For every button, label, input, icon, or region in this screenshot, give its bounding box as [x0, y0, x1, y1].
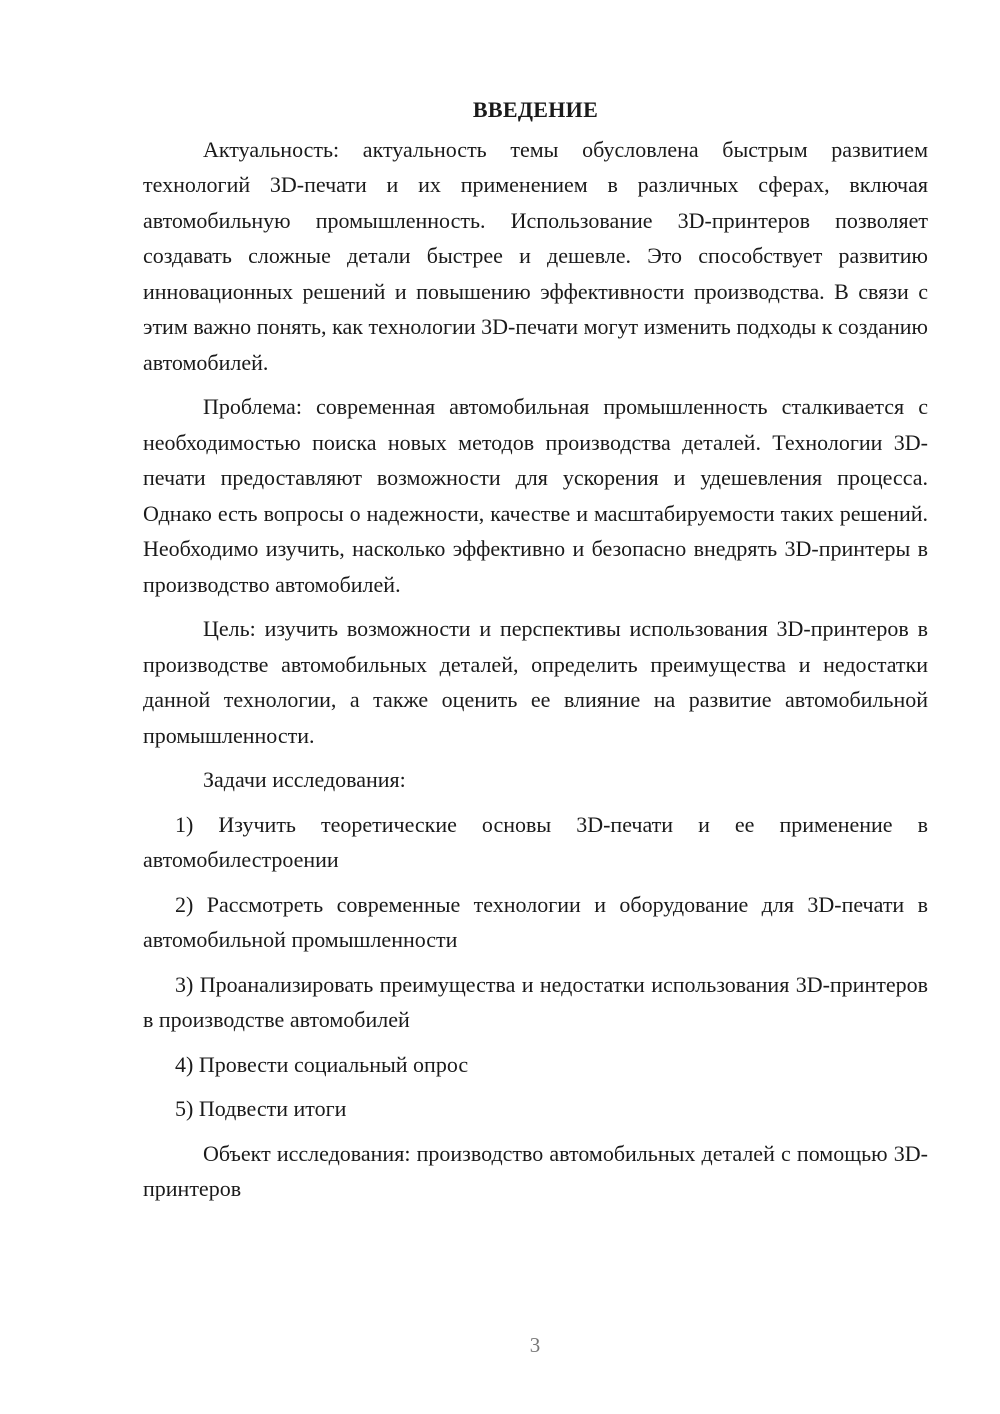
document-page — [143, 92, 928, 1216]
goal-paragraph: Цель: изучить возможности и перспективы использования 3D-принтеров в производстве автомобильных деталей, определить преимущества и недостатки данной технологии, а также оценить ее влияние на развитие автомобильной промышленности. — [143, 616, 928, 748]
task-item-1: 1) Изучить теоретические основы 3D-печати и ее применение в автомобилестроении — [143, 811, 928, 872]
task-item-5: 5) Подвести итоги — [175, 1096, 347, 1121]
tasks-list — [143, 807, 928, 1127]
section-heading: ВВЕДЕНИЕ — [472, 97, 599, 122]
task-item-2: 2) Рассмотреть современные технологии и оборудование для 3D-печати в автомобильной промышленности — [143, 891, 928, 952]
tasks-intro: Задачи исследования: — [203, 767, 406, 792]
object-paragraph: Объект исследования: производство автомобильных деталей с помощью 3D-принтеров — [143, 1140, 928, 1201]
task-item-3: 3) Проанализировать преимущества и недостатки использования 3D-принтеров в производстве автомобилей — [143, 971, 928, 1032]
relevance-paragraph: Актуальность: актуальность темы обусловлена быстрым развитием технологий 3D-печати и их применением в различных сферах, включая автомобильную промышленность. Использование 3D-принтеров позволяет создавать сложные детали быстрее и дешевле. Это способствует развитию инновационных решений и повышению эффективности производства. В связи с этим важно понять, как технологии 3D-печати могут изменить подходы к созданию автомобилей. — [143, 136, 928, 375]
page-number: 3 — [529, 1333, 541, 1357]
problem-paragraph: Проблема: современная автомобильная промышленность сталкивается с необходимостью поиска новых методов производства деталей. Технологии 3D-печати предоставляют возможности для ускорения и удешевления процесса. Однако есть вопросы о надежности, качестве и масштабируемости таких решений. Необходимо изучить, насколько эффективно и безопасно внедрять 3D-принтеры в производство автомобилей. — [143, 394, 928, 597]
task-item-4: 4) Провести социальный опрос — [175, 1051, 469, 1077]
